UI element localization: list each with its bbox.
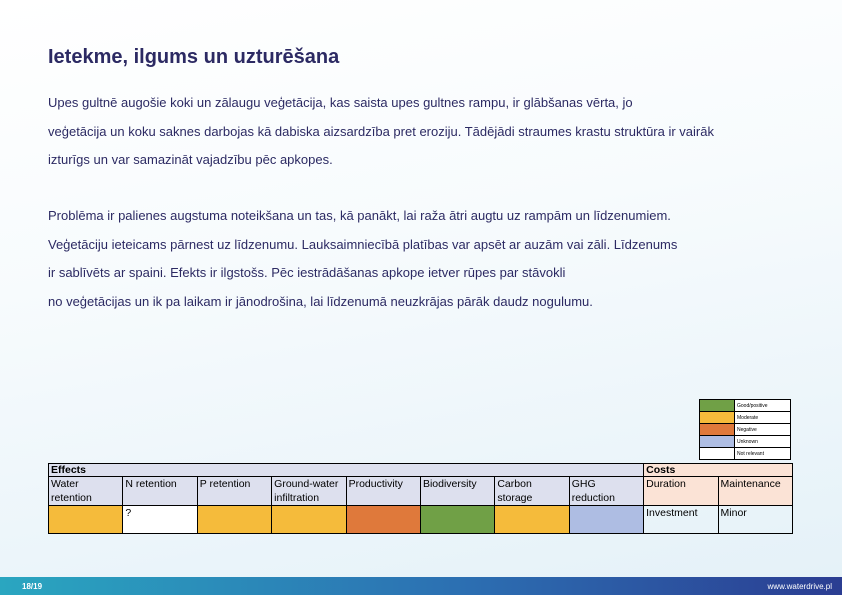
legend-swatch [700,400,735,412]
legend-item [700,448,791,460]
intro-paragraph [48,89,808,175]
effects-costs-table [48,463,793,534]
cost-value-cell: Minor [718,506,792,534]
effect-column-header: Productivity [346,477,420,506]
page-title: Ietekme, ilgums un uzturēšana [48,46,340,68]
effect-rating-cell [49,506,123,534]
effect-rating-cell [346,506,420,534]
paragraph-line: ir sablīvēts ar spaini. Efekts ir ilgstošs. Pēc iestrādāšanas apkope ietver rūpes par stāvokli [48,265,566,280]
value-row [49,506,793,534]
paragraph-line: veģetācija un koku saknes darbojas kā dabiska aizsardzība pret eroziju. Tādējādi straumes krastu struktūra ir vairāk [48,123,714,139]
website-url: www.waterdrive.pl [767,582,832,591]
footer-bar [0,577,842,595]
legend-label: Good/positive [735,400,791,412]
legend-item [700,424,791,436]
effects-group-label: Effects [49,464,644,477]
effect-rating-cell: ? [123,506,197,534]
cost-column-header: Maintenance [718,477,792,506]
costs-group-label: Costs [644,464,793,477]
paragraph-line: Veģetāciju ieteicams pārnest uz līdzenumu. Lauksaimniecībā platības var apsēt ar auzām vai zāli. Līdzenums [48,236,678,252]
effect-column-header: N retention [123,477,197,506]
effect-column-header: GHG reduction [569,477,643,506]
page-number: 18/19 [22,582,43,591]
legend-swatch [700,436,735,448]
effect-column-header: Carbon storage [495,477,569,506]
paragraph-line: Problēma ir palienes augstuma noteikšana un tas, kā panākt, lai raža ātri augtu uz rampām un līdzenumiem. [48,208,671,223]
effect-rating-cell [420,506,494,534]
legend-swatch [700,424,735,436]
effect-column-header: Ground-water infiltration [272,477,346,506]
cost-column-header: Duration [644,477,718,506]
paragraph-line: no veģetācijas un ik pa laikam ir jānodrošina, lai līdzenumā neuzkrājas pārāk daudz nogulumu. [48,293,593,309]
legend-label: Unknown [735,436,791,448]
legend-swatch [700,448,735,460]
legend-item [700,436,791,448]
group-header-row [49,464,793,477]
legend-label: Negative [735,424,791,436]
legend-swatch [700,412,735,424]
effect-column-header: Water retention [49,477,123,506]
effect-column-header: Biodiversity [420,477,494,506]
column-header-row [49,477,793,506]
paragraph-line: Upes gultnē augošie koki un zālaugu veģetācija, kas saista upes gultnes rampu, ir glābšanas vērta, jo [48,95,633,110]
cost-value-cell: Investment [644,506,718,534]
legend-item [700,400,791,412]
effect-column-header: P retention [197,477,271,506]
effect-rating-cell [495,506,569,534]
paragraph-line: izturīgs un var samazināt vajadzību pēc apkopes. [48,152,333,167]
legend-item [700,412,791,424]
color-legend [699,399,791,460]
effect-rating-cell [569,506,643,534]
legend-label: Not relevant [735,448,791,460]
effect-rating-cell [197,506,271,534]
problem-paragraph [48,202,808,316]
effect-rating-cell [272,506,346,534]
legend-label: Moderate [735,412,791,424]
